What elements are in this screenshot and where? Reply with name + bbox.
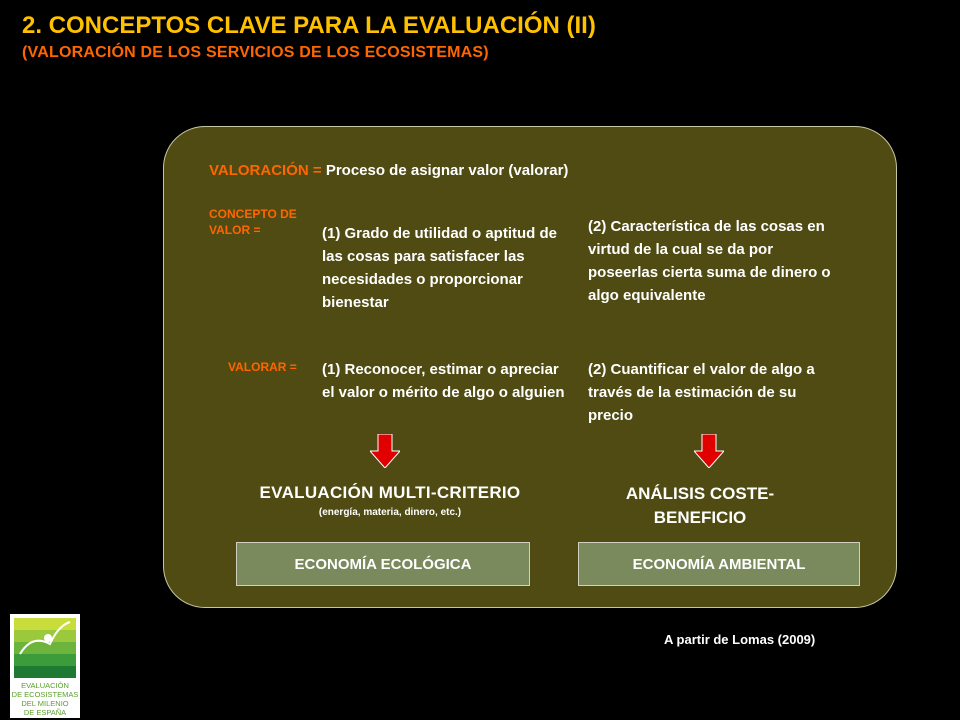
valorar-definition-2: (2) Cuantificar el valor de algo a través de la estimación de su precio — [588, 361, 815, 424]
multi-criteria-evaluation-heading: EVALUACIÓN MULTI-CRITERIO — [259, 483, 521, 502]
valoracion-text: Proceso de asignar valor (valorar) — [321, 162, 569, 179]
concepto-definition-1: (1) Grado de utilidad o aptitud de las cosas para satisfacer las necesidades o proporcionar bienestar — [322, 225, 557, 311]
logo-line-4: DE ESPAÑA — [23, 708, 67, 717]
valorar-definition-1: (1) Reconocer, estimar o apreciar el valor o mérito de algo o alguien — [322, 361, 565, 401]
ecological-economics-box: ECONOMÍA ECOLÓGICA — [236, 542, 530, 586]
multi-criteria-evaluation-subtitle: (energía, materia, dinero, etc.) — [318, 507, 462, 518]
concepto-de-valor-label: CONCEPTO DE VALOR = — [209, 207, 297, 237]
slide-subtitle: (VALORACIÓN DE LOS SERVICIOS DE LOS ECOSISTEMAS) — [22, 44, 489, 61]
logo-line-2: DE ECOSISTEMAS — [11, 690, 79, 699]
source-citation: A partir de Lomas (2009) — [664, 632, 816, 647]
concepto-definition-2: (2) Característica de las cosas en virtud de la cual se da por poseerlas cierta suma de dinero o algo equivalente — [588, 218, 831, 304]
logo-line-3: DEL MILENIO — [21, 699, 69, 708]
slide-title: 2. CONCEPTOS CLAVE PARA LA EVALUACIÓN (II) — [22, 12, 596, 39]
arrow-down-icon — [694, 434, 724, 468]
valoracion-definition — [209, 162, 568, 179]
cost-benefit-analysis-heading: ANÁLISIS COSTE-BENEFICIO — [625, 484, 775, 527]
ecosystem-assessment-logo — [10, 614, 80, 718]
valorar-label: VALORAR = — [228, 360, 297, 374]
environmental-economics-box: ECONOMÍA AMBIENTAL — [578, 542, 860, 586]
logo-line-1: EVALUACIÓN — [21, 681, 69, 690]
arrow-down-icon — [370, 434, 400, 468]
valoracion-label: VALORACIÓN = — [209, 162, 322, 179]
